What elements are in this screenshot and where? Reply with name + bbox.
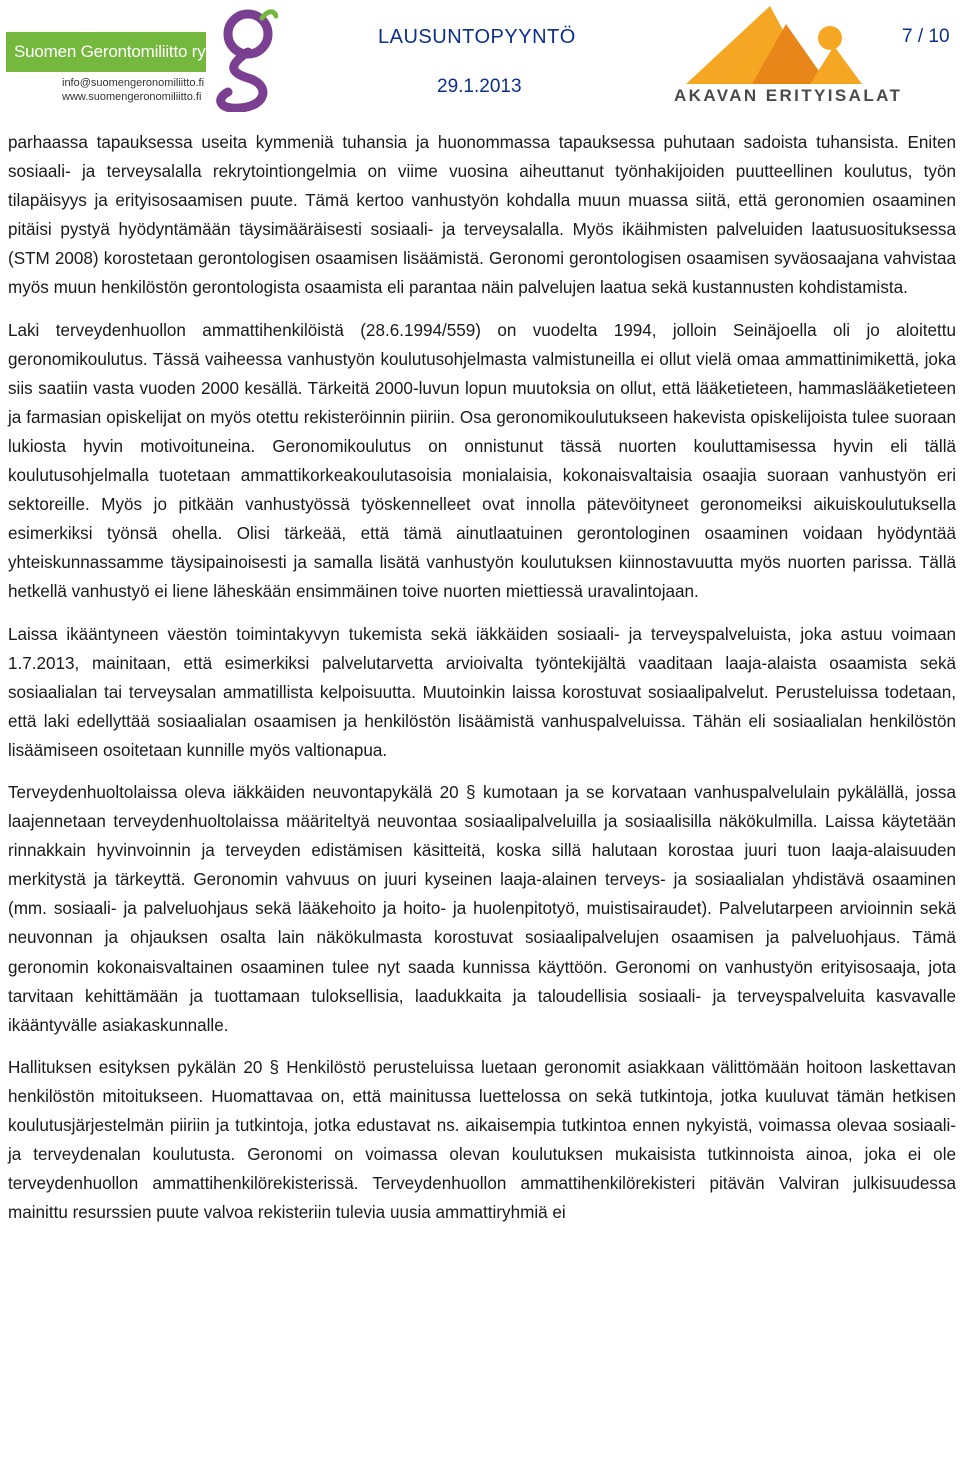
body-text — [8, 128, 956, 1240]
org-web: www.suomengeronomiliitto.fi — [62, 91, 202, 103]
page-number: 7 / 10 — [902, 26, 950, 47]
paragraph: Laki terveydenhuollon ammattihenkilöistä (28.6.1994/559) on vuodelta 1994, jolloin Seinäjoella oli jo aloitettu geronomikoulutus. Tässä vaiheessa vanhustyön koulutusohjelmasta valmistuneilla ei ollut vielä omaa ammattinimikettä, joka siis saatiin vasta vuoden 2000 kesällä. Tärkeitä 2000-luvun lopun muutoksia on ollut, että lääketieteen, hammaslääketieteen ja farmasian opiskelijat on myös otettu rekisteröinnin piiriin. Osa geronomikoulutukseen hakevista opiskelijoista tulee suoraan lukiosta hyvin motivoituneina. Geronomikoulutus on onnistunut tässä nuorten kouluttamisessa hyvin eli tällä koulutusohjelmalla tuotetaan ammattikorkeakoulutasoisia monialaisia, kokonaisvaltaisia osaajia suoraan vanhustyön eri sektoreille. Myös jo pitkään vanhustyössä työskennelleet ovat innolla pätevöityneet geronomeiksi aikuiskoulutuksella esimerkiksi työnsä ohella. Olisi tärkeää, että tämä ainutlaatuinen gerontologinen osaaminen voidaan hyödyntää yhteiskunnassamme täysipainoisesti ja samalla lisätä vanhustyön koulutuksen kiinnostavuutta myös nuorten parissa. Tällä hetkellä vanhustyö ei liene läheskään ensimmäinen toive nuorten miettiessä uravalintojaan. — [8, 320, 956, 602]
akavan-erityisalat-logo — [660, 4, 903, 110]
page-header — [0, 0, 960, 118]
org-contact — [62, 76, 204, 104]
document-title: LAUSUNTOPYYNTÖ — [378, 26, 576, 48]
partner-name: AKAVAN ERITYISALAT — [674, 86, 903, 105]
org-name: Suomen Gerontomiliitto ry — [14, 42, 206, 61]
paragraph: parhaassa tapauksessa useita kymmeniä tuhansia ja huonommassa tapauksessa puhutaan sadoista tuhansista. Eniten sosiaali- ja terveysalalla rekrytointiongelmia on viime vuosina aiheuttanut työnhakijoiden puutteellinen koulutus, työn tilapäisyys ja erityisosaamisen puute. Tämä kertoo vanhustyön kohdalla muun muassa siitä, että geronomien osaaminen pitäisi pystyä hyödyntämään täysimääräisesti sosiaali- ja terveysalalla. Myös ikäihmisten palveluiden laatusuosituksessa (STM 2008) korostetaan gerontologisen osaamisen lisäämistä. Geronomi gerontologisen osaamisen syväosaajana vahvistaa myös muun henkilöstön gerontologista osaamista eli parantaa näin palvelujen laatua sekä kustannusten kohdistamista. — [8, 133, 956, 298]
org-email: info@suomengeronomiliitto.fi — [62, 77, 205, 89]
akava-triangle-icon — [660, 4, 900, 88]
paragraph: Terveydenhuoltolaissa oleva iäkkäiden neuvontapykälä 20 § kumotaan ja se korvataan vanhuspalvelulain pykälällä, jossa laajennetaan terveydenhuoltolaissa määriteltyä neuvontaa sosiaalipalveluilla ja sosiaalisilla näkökulmilla. Laissa käytetään rinnakkain hyvinvoinnin ja terveyden edistämisen käsitteitä, koska sillä halutaan korostaa juuri tuon laaja-alaisuuden merkitystä ja tärkeyttä. Geronomin vahvuus on juuri kyseinen laaja-alainen terveys- ja sosiaalialan yhdistävä osaaminen (mm. sosiaali- ja palveluohjaus sekä lääkehoito ja hoito- ja huolenpitotyö, muistisairaudet). Palvelutarpeen arvioinnin sekä neuvonnan ja ohjauksen osalta lain näkökulmasta korostuvat sosiaalipalvelujen osaamisen ja palveluohjaus. Tämä geronomin kokonaisvaltainen osaaminen tulee nyt saada kunnissa käyttöön. Geronomi on vanhustyön erityisosaaja, jota tarvitaan kehittämään ja tuottamaan tuloksellisia, laadukkaita ja taloudellisia sosiaali- ja terveyspalveluita kasvavalle ikääntyvälle asiakaskunnalle. — [8, 782, 956, 1035]
paragraph: Hallituksen esityksen pykälän 20 § Henkilöstö perusteluissa luetaan geronomit asiakkaan välittömään hoitoon laskettavan henkilöstön mitoitukseen. Huomattavaa on, että mainitussa luettelossa on sekä tutkintoja, jotka kuuluvat tämän hetkisen koulutusjärjestelmän piiriin ja tutkintoja, jotka edustavat ns. aikaisempia tutkintoa ennen nykyistä, voimassa olevaa sosiaali- ja terveydenalan koulutusta. Geronomi on voimassa olevan koulutuksen mukaisista tutkinnoista ainoa, joka ei ole terveydenhuollon ammattihenkilörekisterissä. Terveydenhuollon ammattihenkilörekisteri pitävän Valviran julkisuudessa mainittu resurssien puute valvoa rekisteriin tulevia uusia ammattiryhmiä ei — [8, 1057, 956, 1223]
document-date: 29.1.2013 — [437, 76, 522, 97]
suomen-gerontomiliitto-logo — [6, 4, 276, 112]
paragraph: Laissa ikääntyneen väestön toimintakyvyn tukemista sekä iäkkäiden sosiaali- ja terveyspalveluista, joka astuu voimaan 1.7.2013, mainitaan, että esimerkiksi palvelutarvetta arvioivalta työntekijältä vaaditaan laaja-alaista osaamista sekä sosiaalialan tai terveysalan ammatillista kelpoisuutta. Muutoinkin laissa korostuvat sosiaalipalvelut. Perusteluissa todetaan, että laki edellyttää sosiaalialan osaamisen ja henkilöstön lisäämistä vanhuspalveluissa. Tähän eli sosiaalialan henkilöstön lisäämiseen osoitetaan kunnille myös valtionapua. — [8, 624, 956, 760]
